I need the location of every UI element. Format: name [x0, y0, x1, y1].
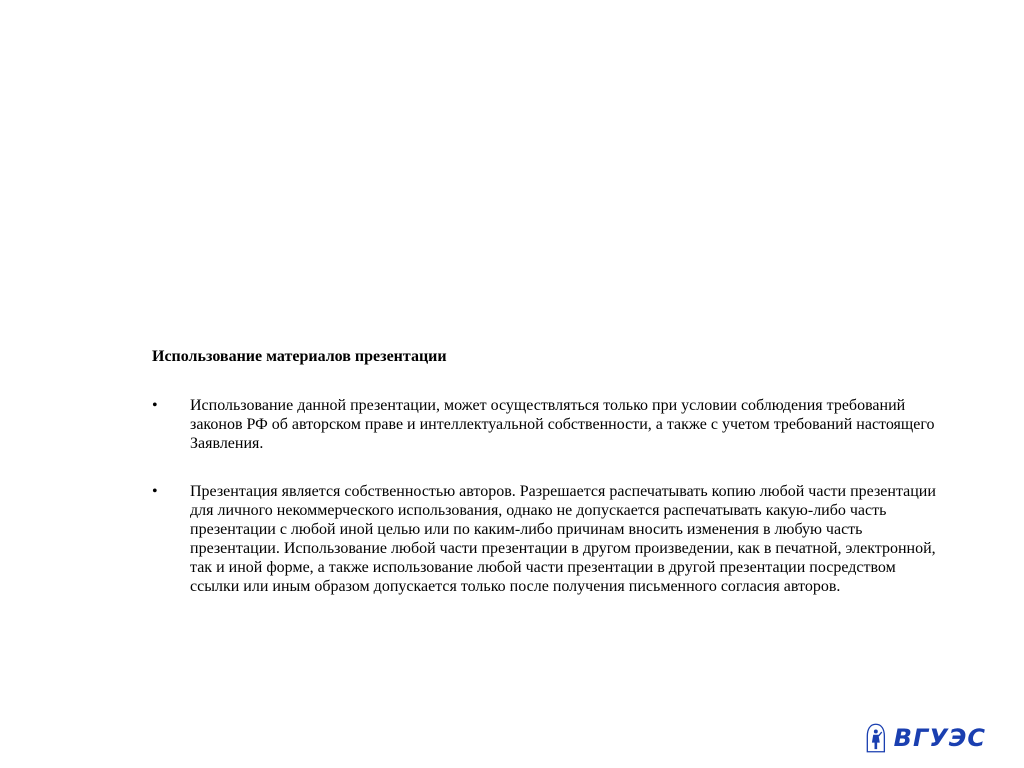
notice-heading: Использование материалов презентации	[152, 348, 447, 365]
bullet-icon: •	[152, 397, 158, 414]
paragraph-text: Презентация является собственностью авторов. Разрешается распечатывать копию любой части презентации для личного некоммерческого использования, однако не допускается распечатывать какую-либо часть презентации с любой иной целью или по каким-либо причинам вносить изменения в любую часть презентации. Использование любой части презентации в другом произведении, как в печатной, электронной, так и иной форме, а также использование любой части презентации в другой презентации посредством ссылки или иным образом допускается только после получения письменного согласия авторов.	[190, 483, 936, 595]
logo-text: ВГУЭС	[893, 724, 986, 752]
notice-content	[152, 347, 942, 625]
list-item	[152, 482, 942, 596]
university-emblem-icon	[866, 715, 886, 761]
notice-list	[152, 396, 942, 596]
university-logo	[866, 714, 986, 762]
list-item	[152, 396, 942, 453]
bullet-icon: •	[152, 483, 158, 500]
paragraph-text: Использование данной презентации, может осуществляться только при условии соблюдения требований законов РФ об авторском праве и интеллектуальной собственности, а также с учетом требований настоящего Заявления.	[190, 397, 935, 452]
